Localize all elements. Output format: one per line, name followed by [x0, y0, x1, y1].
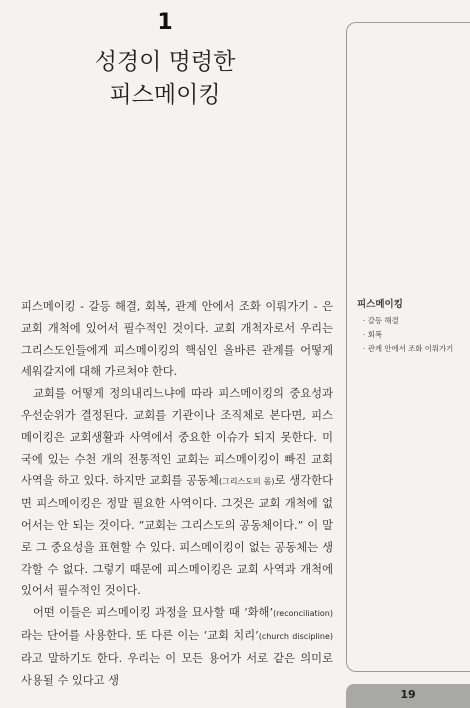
paragraph-2-note: (그리스도의 몸) [218, 477, 275, 487]
paragraph-2-part-b: 로 생각한다면 피스메이킹은 정말 필요한 사역이다. 그것은 교회 개척에 없어서는 안 되는 것이다. “교회는 그리스도의 공동체이다.” 이 말로 그 중요성을 표현할 수 있다. 피스메이킹이 없는 공동체는 생각할 수 없다. 그렇기 때문에 피스메이킹은 교회 사역과 개척에 있어서 필수적인 것이다. [21, 474, 334, 598]
sidebar-list [357, 314, 470, 356]
chapter-title [40, 46, 290, 112]
sidebar-title: 피스메이킹 [357, 299, 403, 310]
paragraph-3-part-c: 라고 말하기도 한다. 우리는 이 모든 용어가 서로 같은 의미로 사용될 수 있다고 생 [21, 651, 333, 687]
paragraph-1: 피스메이킹 - 갈등 해결, 회복, 관계 안에서 조화 이뤄가기 - 은 교회 개척에 있어서 필수적인 것이다. 교회 개척자로서 우리는 그리스도인들에게 피스메이킹의 핵심인 올바른 관계를 어떻게 세워갈지에 대해 가르쳐야 한다. [21, 300, 333, 379]
chapter-number: 1 [157, 10, 173, 35]
sidebar-item-harmony: · 관계 안에서 조화 이뤄가기 [363, 344, 454, 353]
page-number: 19 [400, 688, 416, 701]
chapter-title-line2: 피스메이킹 [109, 82, 221, 108]
paragraph-3-part-a: 어떤 이들은 피스메이킹 과정을 묘사할 때 ‘화해’ [33, 606, 274, 620]
body-text [21, 296, 333, 691]
paragraph-3-part-b: 라는 단어를 사용한다. 또 다른 이는 ‘교회 치리’ [21, 628, 259, 642]
chapter-title-line1: 성경이 명령한 [94, 49, 236, 75]
paragraph-3-note-1: (reconciliation) [273, 609, 333, 619]
sidebar-item-restoration: · 회복 [363, 330, 382, 339]
page-footer-band [346, 684, 470, 708]
paragraph-3-note-2: (church discipline) [258, 631, 333, 641]
paragraph-2-part-a: 교회를 어떻게 정의내리느냐에 따라 피스메이킹의 중요성과 우선순위가 결정된다. 교회를 기관이나 조직체로 본다면, 피스메이킹은 교회생활과 사역에서 중요한 이슈가 되지 못한다. 미국에 있는 수천 개의 전통적인 교회는 피스메이킹이 빠진 교회 사역을 하고 있다. 하지만 교회를 공동체 [21, 387, 333, 488]
sidebar-note [357, 296, 470, 356]
paragraph-3 [21, 602, 333, 691]
sidebar-item-conflict-resolution: · 갈등 해결 [363, 316, 399, 325]
paragraph-2 [21, 383, 333, 602]
